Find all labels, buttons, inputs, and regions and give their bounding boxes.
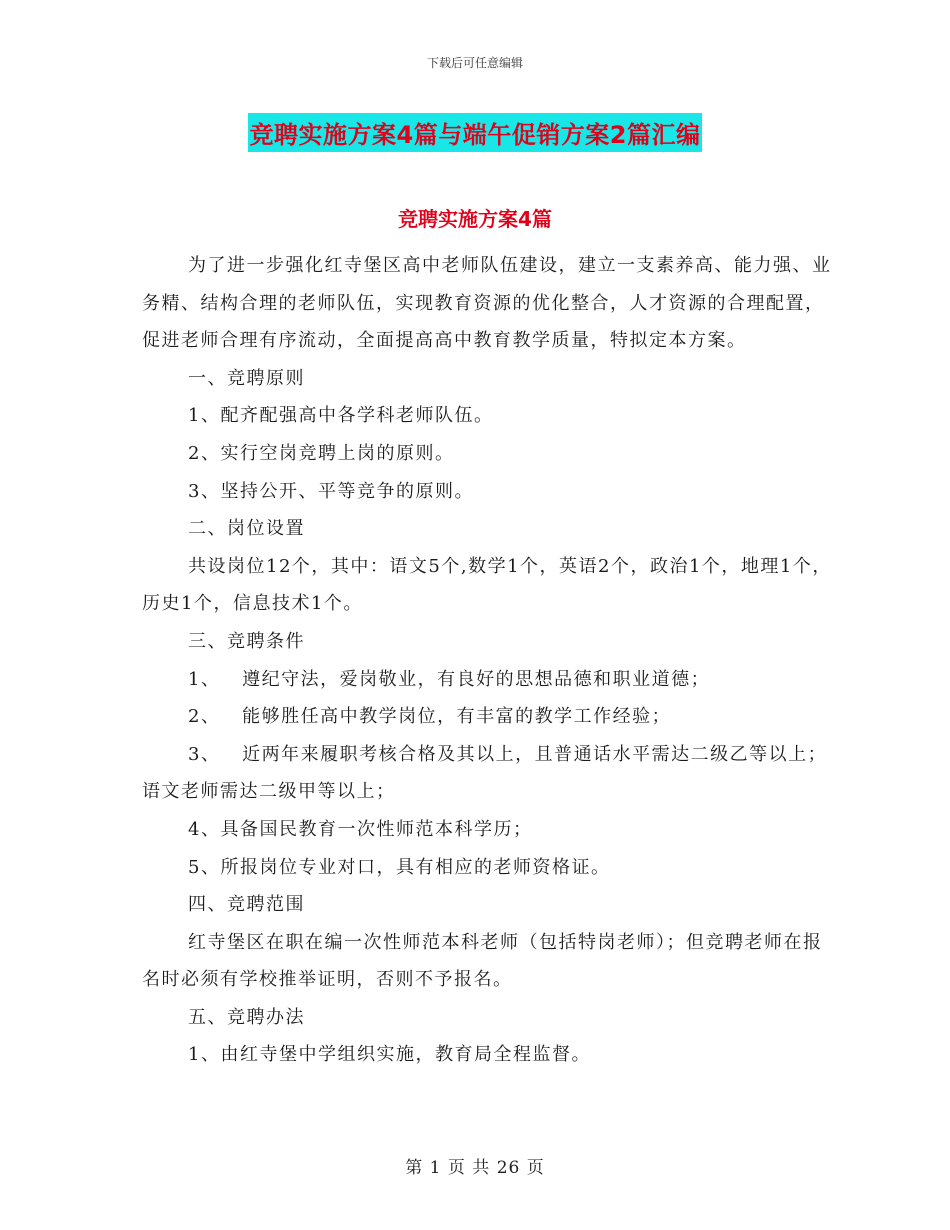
- list-item: 1、 遵纪守法，爱岗敬业，有良好的思想品德和职业道德；: [188, 668, 711, 690]
- list-item: 2、 能够胜任高中教学岗位，有丰富的教学工作经验；: [188, 706, 672, 728]
- page-header-note: 下载后可任意编辑: [426, 56, 523, 70]
- list-item: 3、 近两年来履职考核合格及其以上，且普通话水平需达二级乙等以上；语文老师需达二级甲等以上；: [142, 743, 828, 803]
- list-item: 4、具备国民教育一次性师范本科学历；: [188, 818, 533, 840]
- paragraph-scope: 红寺堡区在职在编一次性师范本科老师（包括特岗老师）；但竞聘老师在报名时必须有学校推举证明，否则不予报名。: [142, 931, 823, 991]
- heading-positions: 二、岗位设置: [188, 518, 305, 540]
- document-title: 竞聘实施方案4篇与端午促销方案2篇汇编: [248, 113, 703, 152]
- paragraph-positions: 共设岗位12个，其中：语文5个,数学1个，英语2个，政治1个，地理1个，历史1个，信息技术1个。: [142, 555, 832, 615]
- document-body: [142, 247, 832, 1074]
- list-item: 2、实行空岗竞聘上岗的原则。: [188, 442, 455, 464]
- list-item: 5、所报岗位专业对口，具有相应的老师资格证。: [188, 856, 611, 878]
- list-item: 1、由红寺堡中学组织实施，教育局全程监督。: [188, 1044, 591, 1066]
- heading-method: 五、竞聘办法: [188, 1006, 305, 1028]
- list-item: 1、配齐配强高中各学科老师队伍。: [188, 405, 494, 427]
- document-title-wrap: [0, 113, 950, 152]
- section-title: 竞聘实施方案4篇: [398, 207, 552, 231]
- heading-conditions: 三、竞聘条件: [188, 630, 305, 652]
- heading-scope: 四、竞聘范围: [188, 894, 305, 916]
- paragraph-intro: 为了进一步强化红寺堡区高中老师队伍建设，建立一支素养高、能力强、业务精、结构合理的老师队伍，实现教育资源的优化整合，人才资源的合理配置，促进老师合理有序流动，全面提高高中教育教学质量，特拟定本方案。: [142, 255, 832, 352]
- page-footer: 第 1 页 共 26 页: [405, 1158, 545, 1178]
- list-item: 3、坚持公开、平等竞争的原则。: [188, 480, 474, 502]
- heading-principles: 一、竞聘原则: [188, 367, 305, 389]
